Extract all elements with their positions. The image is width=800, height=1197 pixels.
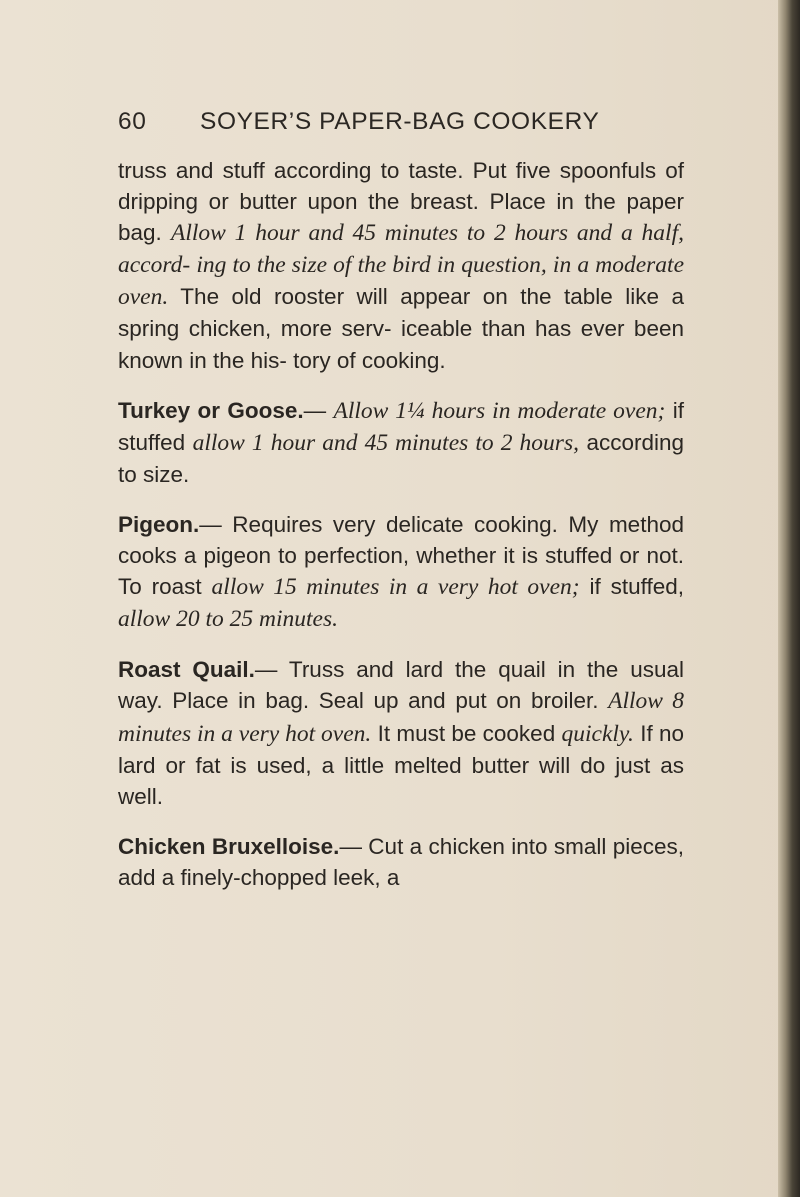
text-run: — <box>303 397 334 423</box>
text-run: truss and stuff according to taste. Put five spoonfuls of dripping or butter upon the breast. Place in the paper bag. <box>118 158 684 246</box>
recipe-heading: Roast Quail. <box>118 657 255 683</box>
text-run: — Truss and lard the quail in the usual way. Place in bag. Seal up and put on broiler. <box>118 657 684 714</box>
text-run: if stuffed, <box>579 574 684 600</box>
text-run: It must be cooked <box>371 720 562 746</box>
paragraph-roast-quail <box>118 654 684 811</box>
paragraph-chicken-bruxelloise <box>118 831 684 893</box>
running-title: SOYER’S PAPER-BAG COOKERY <box>200 108 600 135</box>
paragraph-rooster <box>118 155 684 376</box>
paragraph-pigeon <box>118 509 684 635</box>
page-number: 60 <box>118 108 147 135</box>
text-run: — Requires very delicate cooking. My method cooks a pigeon to perfection, whether it is stuffed or not. To roast <box>118 511 684 600</box>
recipe-heading: Chicken Bruxelloise. <box>118 833 340 859</box>
italic-instruction: Allow 1 hour and 45 minutes to 2 hours and a half, accord- ing to the size of the bird in question, in a moderate oven. <box>118 220 684 311</box>
italic-instruction: Allow 1¼ hours in moderate oven; <box>333 397 666 424</box>
body-text <box>118 155 684 893</box>
italic-instruction: Allow 8 minutes in a very hot oven. <box>118 688 684 747</box>
text-run: according to size. <box>118 429 685 487</box>
italic-instruction: allow 1 hour and 45 minutes to 2 hours, <box>192 429 579 456</box>
text-run: The old rooster will appear on the table like a spring chicken, more serv- iceable than has ever been known in the his- tory of cooking. <box>118 284 684 373</box>
page-header <box>118 108 658 136</box>
page-binding-edge <box>778 0 800 1197</box>
recipe-heading: Pigeon. <box>118 511 200 537</box>
text-run: If no lard or fat is used, a little melted butter will do just as well. <box>118 720 684 809</box>
recipe-heading: Turkey or Goose. <box>118 397 304 423</box>
italic-instruction: allow 15 minutes in a very hot oven; <box>211 574 580 601</box>
italic-instruction: allow 20 to 25 minutes. <box>118 606 338 633</box>
italic-instruction: quickly. <box>561 720 634 747</box>
text-run: — Cut a chicken into small pieces, add a finely-chopped leek, a <box>118 833 684 890</box>
paragraph-turkey-goose <box>118 395 684 490</box>
text-run: if stuffed <box>118 397 684 455</box>
